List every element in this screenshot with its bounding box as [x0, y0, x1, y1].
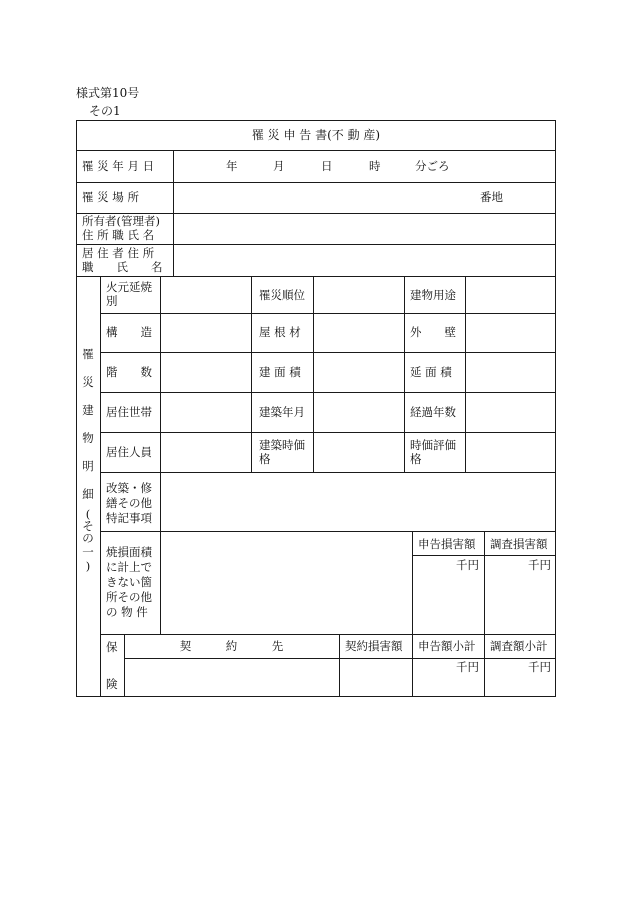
- structure-label: 構 造: [106, 325, 152, 339]
- row-divider: [76, 182, 556, 183]
- surveyed-subtotal-unit: 千円: [528, 660, 551, 674]
- residents-label: 居住人員: [106, 445, 152, 459]
- col-divider: [251, 276, 252, 473]
- reported-subtotal-header: 申告額小計: [418, 639, 476, 653]
- roof-label: 屋 根 材: [259, 325, 301, 339]
- burned-items-label: きない箇: [106, 575, 152, 589]
- insurance-label-sub: 険: [106, 677, 118, 691]
- disaster-order-label: 罹災順位: [259, 288, 305, 302]
- market-value-label: 時価評価: [410, 438, 456, 452]
- col-divider: [339, 634, 340, 697]
- row-divider: [100, 531, 556, 532]
- row-divider: [100, 634, 556, 635]
- date-minute-unit: 分ごろ: [415, 159, 450, 173]
- floors-label: 階 数: [106, 365, 152, 379]
- form-sub-number: その1: [89, 104, 121, 118]
- insurance-label: 保: [106, 640, 118, 654]
- surveyed-damage-header: 調査損害額: [490, 537, 548, 551]
- exterior-wall-label: 外 壁: [410, 325, 456, 339]
- table-border-right: [555, 120, 556, 697]
- row-divider: [76, 150, 556, 151]
- section-divider: [100, 276, 101, 697]
- row-divider: [100, 352, 556, 353]
- contract-party-header: 契 約 先: [179, 639, 284, 653]
- resident-label-sub: 職 氏 名: [82, 260, 163, 274]
- building-section-label: 罹 災 建 物 明 細 ( そ の 一 ): [82, 347, 94, 573]
- fire-cause-label: 火元延焼: [106, 280, 152, 294]
- col-divider: [465, 276, 466, 473]
- reported-damage-unit: 千円: [456, 558, 479, 572]
- burned-items-label: の 物 件: [106, 605, 148, 619]
- households-label: 居住世帯: [106, 405, 152, 419]
- market-value-label-sub: 格: [410, 452, 422, 466]
- renovation-label-2: 繕その他: [106, 496, 152, 510]
- reported-damage-header: 申告損害額: [418, 537, 476, 551]
- date-hour-unit: 時: [369, 159, 381, 173]
- building-use-label: 建物用途: [410, 288, 456, 302]
- form-title: 罹 災 申 告 書(不 動 産): [251, 128, 381, 142]
- renovation-label: 改築・修: [106, 481, 152, 495]
- elapsed-years-label: 経過年数: [410, 405, 456, 419]
- construction-year-label: 建築年月: [259, 405, 305, 419]
- disaster-place-label: 罹 災 場 所: [82, 190, 139, 204]
- table-border-top: [76, 120, 556, 121]
- row-divider: [100, 432, 556, 433]
- contract-damage-header: 契約損害額: [345, 639, 403, 653]
- row-divider: [76, 244, 556, 245]
- col-divider: [404, 276, 405, 473]
- date-year-unit: 年: [226, 159, 238, 173]
- renovation-label-3: 特記事項: [106, 511, 152, 525]
- disaster-date-label: 罹 災 年 月 日: [82, 159, 155, 173]
- surveyed-subtotal-header: 調査額小計: [490, 639, 548, 653]
- construction-price-label: 建築時価: [259, 438, 305, 452]
- reported-subtotal-unit: 千円: [456, 660, 479, 674]
- building-area-label: 建 面 積: [259, 365, 301, 379]
- construction-price-label-sub: 格: [259, 452, 271, 466]
- resident-label: 居 住 者 住 所: [82, 246, 155, 260]
- burned-items-label: 焼損面積: [106, 545, 152, 559]
- col-divider: [313, 276, 314, 473]
- burned-items-label: に計上で: [106, 560, 152, 574]
- col-divider: [412, 531, 413, 697]
- col-divider: [160, 276, 161, 635]
- label-column-divider: [173, 150, 174, 277]
- row-divider: [124, 658, 556, 659]
- col-divider: [484, 531, 485, 697]
- date-month-unit: 月: [273, 159, 285, 173]
- row-divider: [76, 276, 556, 277]
- total-floor-area-label: 延 面 積: [410, 365, 452, 379]
- banchi-unit: 番地: [480, 190, 503, 204]
- row-divider: [100, 472, 556, 473]
- table-border-left: [76, 120, 77, 697]
- row-divider: [100, 313, 556, 314]
- surveyed-damage-unit: 千円: [528, 558, 551, 572]
- burned-items-label: 所その他: [106, 590, 152, 604]
- owner-label: 所有者(管理者): [82, 214, 160, 228]
- row-divider: [100, 392, 556, 393]
- fire-cause-label-sub: 別: [106, 294, 118, 308]
- date-day-unit: 日: [321, 159, 333, 173]
- form-number: 様式第10号: [76, 86, 140, 100]
- owner-label-sub: 住 所 職 氏 名: [82, 228, 155, 242]
